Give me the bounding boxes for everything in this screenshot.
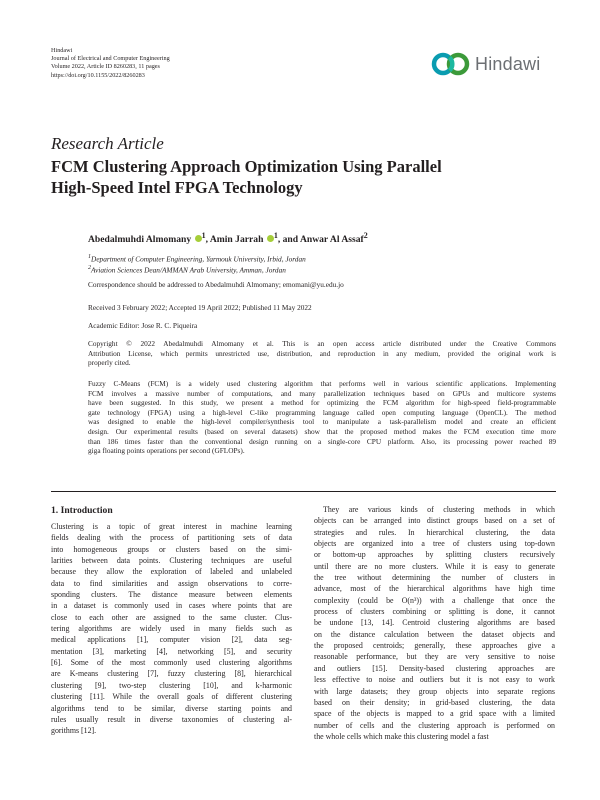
intro-right-column: [314, 504, 555, 742]
abstract-line: FCM involves a massive number of computations, and many parallelization techniques based on GPUs and multicore systems: [88, 388, 556, 398]
body-text-line: algorithms tend to be similar, diverse starting points and: [51, 703, 292, 713]
author-name[interactable]: Amin Jarrah: [209, 234, 264, 246]
publisher-name: Hindawi: [51, 47, 73, 54]
logo-text: Hindawi: [475, 54, 541, 74]
orcid-icon[interactable]: [267, 235, 274, 242]
author-affiliation-sup: 1: [273, 231, 278, 240]
abstract-line: gate technology (FPGA) using a high-level C-like programming language called open computing language (OpenCL). The method: [88, 407, 556, 417]
body-text-line: Clustering is a topic of great interest in machine learning: [51, 522, 292, 531]
author-affiliation-sup: 2: [363, 231, 368, 240]
body-text-line: or bottom-up approaches by splitting clusters recursively: [314, 550, 555, 560]
body-text-line: advance, most of the hierarchical algorithms have high time: [314, 584, 555, 594]
abstract: [88, 379, 556, 456]
author-name[interactable]: Abedalmuhdi Almomany: [88, 234, 192, 246]
body-text-line: until there are no more clusters. While it is easy to generate: [314, 561, 555, 571]
body-text-line: close to each other are assigned to the same cluster. Clus-: [51, 612, 292, 622]
body-text-line: complexity (could be O(n³)) with a challenge that once the: [314, 595, 555, 605]
author-affiliation-sup: 1: [201, 231, 206, 240]
body-text-line: because they allow the exploration of labeled and unlabeled: [51, 567, 292, 577]
author-name[interactable]: and Anwar Al Assaf: [282, 234, 364, 246]
article-type: Research Article: [51, 134, 164, 153]
journal-meta: [51, 47, 170, 80]
body-text-line: [6]. Some of the most commonly used clustering algorithms: [51, 658, 292, 668]
body-text-line: sponding clusters. The distance measure between elements: [51, 590, 292, 600]
publication-dates: Received 3 February 2022; Accepted 19 April 2022; Published 11 May 2022: [88, 303, 312, 312]
body-text-line: data to find similarities and assign observations to corre-: [51, 578, 292, 588]
body-text-line: with large datasets; they group objects into separate regions: [314, 686, 555, 696]
academic-editor: Academic Editor: Jose R. C. Piqueira: [88, 321, 198, 330]
body-text-line: objects can be arranged into distinct groups based on a set of: [314, 516, 555, 526]
body-text-line: mentation [3], marketing [4], networking [5], and security: [51, 646, 292, 656]
orcid-icon[interactable]: [195, 235, 202, 242]
journal-name: Journal of Electrical and Computer Engineering: [51, 55, 170, 63]
body-text-line: on the distance calculation between the dataset objects and: [314, 629, 555, 639]
abstract-line: Fuzzy C-Means (FCM) is a widely used clustering algorithm that performs well in various scientific applications. Implementing: [88, 379, 556, 388]
body-text-line: clustering [11]. While the overall goals of different clustering: [51, 692, 292, 702]
body-text-line: gorithms [12].: [51, 726, 97, 736]
copyright-line: properly cited.: [88, 358, 131, 368]
affiliation-text: Department of Computer Engineering, Yarmouk University, Irbid, Jordan: [91, 254, 306, 264]
section-heading: 1. Introduction: [51, 505, 113, 516]
body-text-line: medical applications [1], computer vision [2], data seg-: [51, 635, 292, 645]
body-text-line: the proposed centroids; generally, these approaches give a: [314, 641, 555, 651]
body-text-line: tering algorithms are widely used in many fields such as: [51, 624, 292, 634]
author-list: Abedalmuhdi Almomany $^1$, Amin Jarrah $^1$, and Anwar Al Assaf$^2$: [88, 231, 368, 246]
body-text-line: based on their density; in grid-based clustering, the data: [314, 697, 555, 707]
volume-info: Volume 2022, Article ID 8260283, 11 pages: [51, 63, 160, 71]
affiliation-sup: 1: [88, 254, 92, 260]
body-text-line: strategies and rules. In hierarchical clustering, the data: [314, 527, 555, 537]
hindawi-rings-icon: [430, 51, 474, 77]
affiliation-item: [88, 253, 556, 264]
affiliation-item: [88, 264, 556, 275]
abstract-line: was designed to enable the high-level compiler/synthesis tool to manipulate a task-parallelism model and create an efficient: [88, 417, 556, 427]
affiliations: [88, 253, 556, 275]
affiliation-sup: 2: [88, 265, 92, 272]
body-text-line: space of the objects is mapped to a grid space with a limited: [314, 709, 555, 719]
article-title: [51, 156, 571, 198]
body-text-line: into homogeneous groups or clusters based on the simi-: [51, 544, 292, 554]
intro-right-text: [314, 504, 555, 742]
body-text-line: fields dealing with the process of partitioning sets of data: [51, 533, 292, 543]
abstract-line: than 186 times faster than the conventional design running on a single-core CPU platform. Also, its processing power reached 89: [88, 436, 556, 446]
doi-link[interactable]: https://doi.org/10.1155/2022/8260283: [51, 71, 145, 79]
title-line: FCM Clustering Approach Optimization Using Parallel: [51, 157, 442, 176]
section-divider: [51, 491, 556, 492]
affiliation-text: Aviation Sciences Dean/AMMAN Arab University, Amman, Jordan: [91, 265, 286, 275]
abstract-line: giga floating points operations per second (GFLOPs).: [88, 446, 245, 456]
body-text-line: larities between data points. Clustering techniques are useful: [51, 556, 292, 566]
body-text-line: process of clusters combining or splitting is done, it cannot: [314, 607, 555, 617]
body-text-line: rules usually result in diverse taxonomies of clustering al-: [51, 714, 292, 724]
body-text-line: number of cells and the clustering approach is performed on: [314, 720, 555, 730]
abstract-line: design. Our experimental results (based on several datasets) show that the proposed method makes the FCM execution time more: [88, 426, 556, 436]
intro-left-column: [51, 504, 292, 737]
title-line: High-Speed Intel FPGA Technology: [51, 178, 303, 197]
body-text-line: objects are organized into a tree of clusters using top-down: [314, 539, 555, 549]
body-text-line: reasonable performance, but they are very sensitive to noise: [314, 652, 555, 662]
body-text-line: the tree without determining the number of clusters in: [314, 573, 555, 583]
copyright-notice: [88, 339, 556, 368]
body-text-line: are K-means clustering [7], fuzzy clustering [8], hierarchical: [51, 669, 292, 679]
copyright-line: Copyright © 2022 Abedalmuhdi Almomany et al. This is an open access article distributed under the Creative Commons: [88, 339, 556, 348]
body-text-line: and outliers [15]. Density-based clustering approaches are: [314, 663, 555, 673]
body-text-line: in a dataset is commonly used in cases where points that are: [51, 601, 292, 611]
hindawi-logo[interactable]: [430, 51, 555, 77]
abstract-line: have been suggested. In this study, we present a method for optimizing the FCM algorithm for high-speed field-programmable: [88, 398, 556, 408]
body-text-line: be undone [13, 14]. Centroid clustering algorithms are based: [314, 618, 555, 628]
body-text-line: They are various kinds of clustering methods in which: [323, 505, 555, 514]
body-text-line: less effective to noise and outliers but it is not easy to work: [314, 675, 555, 685]
body-text-line: clustering [9], two-step clustering [10], and k-harmonic: [51, 680, 292, 690]
intro-left-text: [51, 521, 292, 737]
copyright-line: Attribution License, which permits unrestricted use, distribution, and reproduction in any medium, provided the original work is: [88, 348, 556, 358]
correspondence: Correspondence should be addressed to Abedalmuhdi Almomany; emomani@yu.edu.jo: [88, 280, 344, 289]
body-text-line: the whole cells which make this clustering model a fast: [314, 731, 489, 741]
